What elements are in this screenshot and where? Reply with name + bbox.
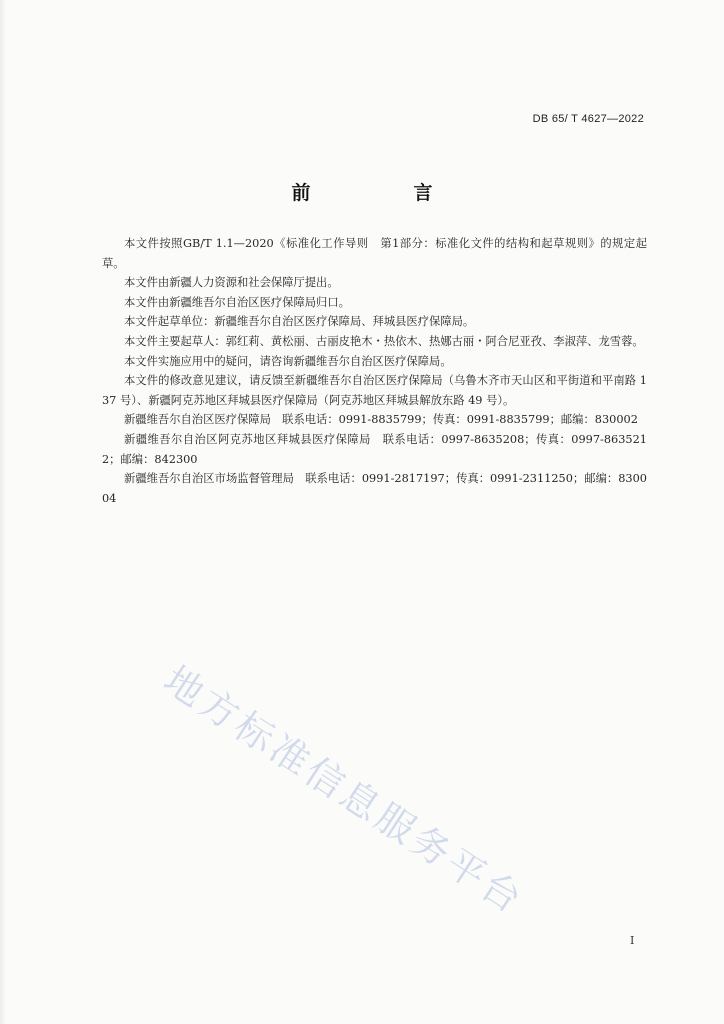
paragraph-drafting-units: 本文件起草单位：新疆维吾尔自治区医疗保障局、拜城县医疗保障局。 xyxy=(124,315,475,329)
standard-code: DB 65/ T 4627—2022 xyxy=(532,113,644,125)
paragraph-inquiry: 本文件实施应用中的疑问，请咨询新疆维吾尔自治区医疗保障局。 xyxy=(124,354,452,368)
paragraph-feedback: 本文件的修改意见建议，请反馈至新疆维吾尔自治区医疗保障局（乌鲁木齐市天山区和平街道和平南路 137 号）、新疆阿克苏地区拜城县医疗保障局（阿克苏地区拜城县解放东路 49 号）。 xyxy=(102,374,647,407)
paragraph-centralized-unit: 本文件由新疆维吾尔自治区医疗保障局归口。 xyxy=(124,295,350,309)
page-number: I xyxy=(630,934,635,947)
paragraph-drafters: 本文件主要起草人：郭红莉、黄松丽、古丽皮艳木・热依木、热娜古丽・阿合尼亚孜、李淑萍、龙雪蓉。 xyxy=(124,334,644,348)
watermark: 地方标准信息服务平台 xyxy=(156,657,533,924)
scan-edge-shadow xyxy=(0,0,6,1024)
section-title: 前 言 xyxy=(291,182,475,204)
paragraph-contact-market-bureau: 新疆维吾尔自治区市场监督管理局 联系电话：0991-2817197；传真：0991-2311250；邮编：830004 xyxy=(102,472,647,505)
paragraph-proposer: 本文件由新疆人力资源和社会保障厅提出。 xyxy=(124,276,339,290)
paragraph-drafting-rules: 本文件按照GB/T 1.1—2020《标准化工作导则 第1部分：标准化文件的结构和起草规则》的规定起草。 xyxy=(102,237,647,270)
paragraph-contact-regional-bureau: 新疆维吾尔自治区医疗保障局 联系电话：0991-8835799；传真：0991-8835799；邮编：830002 xyxy=(124,413,638,427)
paragraph-contact-baicheng-bureau: 新疆维吾尔自治区阿克苏地区拜城县医疗保障局 联系电话：0997-8635208；传真：0997-8635212；邮编：842300 xyxy=(102,432,647,466)
foreword-body xyxy=(102,234,647,508)
